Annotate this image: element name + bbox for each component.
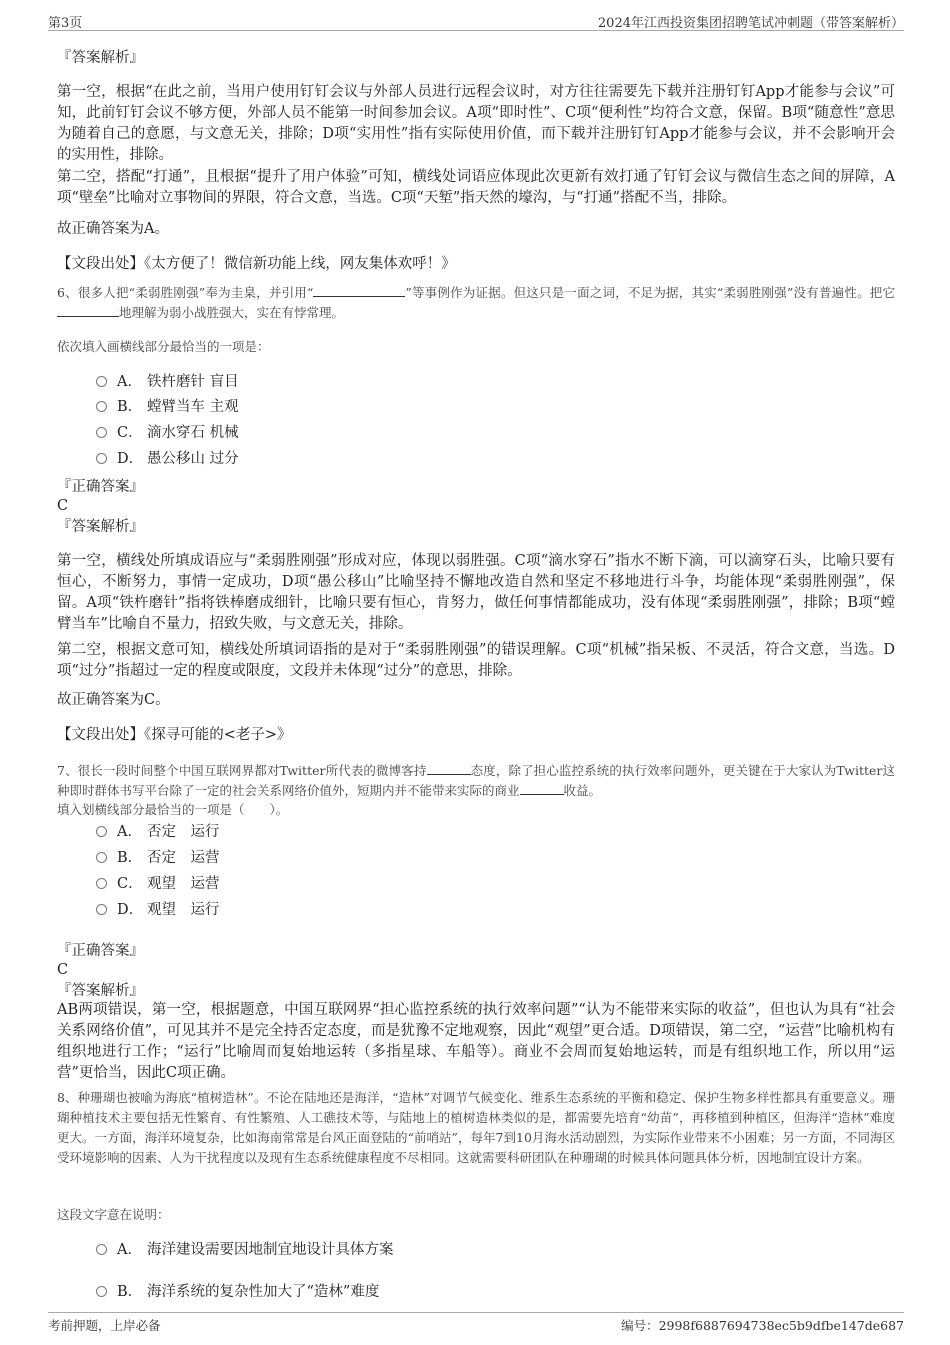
q5-analysis-p2: 第二空，搭配“打通”，且根据“提升了用户体验”可知，横线处词语应体现此次更新有效打通了钉钉会议与微信生态之间的屏障，A项“壁垒”比喻对立事物间的界限，符合文意，当选。C项“天堑”指天然的壕沟，与“打通”搭配不当，排除。 xyxy=(57,169,895,206)
radio-icon[interactable] xyxy=(96,852,107,863)
q6-blank-2 xyxy=(57,303,119,317)
radio-icon[interactable] xyxy=(96,904,107,915)
q7-blank-1 xyxy=(427,761,471,775)
q7-option-b[interactable]: B． 否定 运营 xyxy=(96,848,220,868)
q6-option-d[interactable]: D． 愚公移山 过分 xyxy=(96,449,239,469)
radio-icon[interactable] xyxy=(96,826,107,837)
radio-icon[interactable] xyxy=(96,427,107,438)
q8-option-b[interactable]: B． 海洋系统的复杂性加大了“造林”难度 xyxy=(96,1282,379,1302)
q7-option-a[interactable]: A． 否定 运行 xyxy=(96,822,220,842)
page-number: 第3页 xyxy=(48,16,83,31)
q6-blank-1 xyxy=(313,283,405,297)
q6-stem xyxy=(57,283,895,323)
q5-source: 【文段出处】《太方便了！微信新功能上线，网友集体欢呼！》 xyxy=(57,256,456,272)
radio-icon[interactable] xyxy=(96,376,107,387)
q6-stem-part-c: 性。把它 xyxy=(844,285,895,300)
q7-option-d[interactable]: D． 观望 运行 xyxy=(96,900,220,920)
q6-analysis-p1: 第一空，横线处所填成语应与“柔弱胜刚强”形成对应，体现以弱胜强。C项“滴水穿石”指水不断下滴，可以滴穿石头，比喻只要有恒心，不断努力，事情一定成功，D项“愚公移山”比喻坚持不懈地改造自然和坚定不移地进行斗争，均能体现“柔弱胜刚强”，保留。A项“铁杵磨针”指将铁棒磨成细针，比喻只要有恒心，肯努力，做任何事情都能成功，没有体现“柔弱胜刚强”，排除；B项“螳臂当车”比喻自不量力，招致失败，与文意无关，排除。 xyxy=(57,553,895,632)
q7-stem xyxy=(57,761,895,801)
q5-analysis-label: 『答案解析』 xyxy=(57,50,144,66)
q6-correct-label: 『正确答案』 xyxy=(57,479,144,495)
document-title: 2024年江西投资集团招聘笔试冲刺题（带答案解析） xyxy=(597,16,904,31)
q6-analysis-p2: 第二空，根据文意可知，横线处所填词语指的是对于“柔弱胜刚强”的错误理解。C项“机械”指呆板、不灵活，符合文意，当选。D项“过分”指超过一定的程度或限度，文段并未体现“过分”的意思，排除。 xyxy=(57,642,895,679)
footer-slogan: 考前押题，上岸必备 xyxy=(48,1318,161,1333)
q7-blank-2 xyxy=(520,781,564,795)
q7-stem-part-b: 态度，除了担心监控系统的执行效率问题外，更关键在于大家认为 xyxy=(470,763,837,778)
q6-source: 【文段出处】《探寻可能的<老子>》 xyxy=(57,727,292,743)
q7-stem-part-c: Twitter这种即时群体书写平台除了一定的社会关系网络价值外，短期内并不能带来实际的商业 xyxy=(57,763,895,798)
radio-icon[interactable] xyxy=(96,1244,107,1255)
q8-option-a[interactable]: A． 海洋建设需要因地制宜地设计具体方案 xyxy=(96,1240,394,1260)
radio-icon[interactable] xyxy=(96,878,107,889)
q7-option-c[interactable]: C． 观望 运营 xyxy=(96,874,220,894)
q6-prompt: 依次填入画横线部分最恰当的一项是： xyxy=(57,339,270,354)
page-footer xyxy=(48,1312,904,1337)
q6-stem-part-a: 6、很多人把“柔弱胜刚强”奉为圭臬，并引用“ xyxy=(57,285,314,300)
q7-analysis-p1: AB两项错误，第一空，根据题意，中国互联网界“担心监控系统的执行效率问题”“认为不能带来实际的收益”，但也认为具有“社会关系网络价值”，可见其并不是完全持否定态度，而是犹豫不定地观察，因此“观望”更合适。D项错误，第二空，“运营”比喻机构有组织地进行工作；“运行”比喻周而复始地运转（多指星球、车船等）。商业不会周而复始地运转，而是有组织地工作，所以用“运营”更恰当，因此C项正确。 xyxy=(57,1002,895,1081)
radio-icon[interactable] xyxy=(96,401,107,412)
q6-analysis-label: 『答案解析』 xyxy=(57,519,144,535)
q5-analysis-p1: 第一空，根据“在此之前，当用户使用钉钉会议与外部人员进行远程会议时，对方往往需要先下载并注册钉钉App才能参与会议”可知，此前钉钉会议不够方便，外部人员不能第一时间参加会议。A项“即时性”、C项“便利性”均符合文意，保留。B项“随意性”意思为随着自己的意愿，与文意无关，排除；D项“实用性”指有实际使用价值，而下载并注册钉钉App才能参与会议，并不会影响开会的实用性，排除。 xyxy=(57,84,895,163)
page-header xyxy=(48,8,904,31)
q6-stem-part-d: 地理解为弱小战胜强大，实在有悖常理。 xyxy=(119,305,345,320)
q6-answer: C xyxy=(57,498,69,514)
q6-stem-part-b: ”等事例作为证据。但这只是一面之词，不足为据，其实“柔弱胜刚强”没有普遍 xyxy=(405,285,845,300)
document-code: 编号：2998f6887694738ec5b9dfbe147de687 xyxy=(621,1318,904,1333)
q7-answer: C xyxy=(57,962,69,978)
q6-option-b[interactable]: B． 螳臂当车 主观 xyxy=(96,397,239,417)
q7-stem-part-a: 7、很长一段时间整个中国互联网界都对Twitter所代表的微博客持 xyxy=(57,763,427,778)
q8-prompt: 这段文字意在说明： xyxy=(57,1207,170,1222)
q6-conclusion: 故正确答案为C。 xyxy=(57,692,170,708)
radio-icon[interactable] xyxy=(96,453,107,464)
q7-stem-part-d: 收益。 xyxy=(563,783,602,798)
q6-option-a[interactable]: A． 铁杵磨针 盲目 xyxy=(96,372,239,392)
q8-stem: 8、种珊瑚也被喻为海底“植树造林”。不论在陆地还是海洋，“造林”对调节气候变化、维系生态系统的平衡和稳定、保护生物多样性都具有重要意义。珊瑚种植技术主要包括无性繁育、有性繁殖、人工礁技术等，与陆地上的植树造林类似的是，都需要先培育“幼苗”，再移植到种植区，但海洋“造林”难度更大。一方面，海洋环境复杂，比如海南常常是台风正面登陆的“前哨站”，每年7到10月海水活动剧烈，为实际作业带来不小困难；另一方面，不同海区受环境影响的因素、人为干扰程度以及现有生态系统健康程度不尽相同。这就需要科研团队在种珊瑚的时候具体问题具体分析，因地制宜设计方案。 xyxy=(57,1090,895,1165)
q7-analysis-label: 『答案解析』 xyxy=(57,983,144,999)
q7-correct-label: 『正确答案』 xyxy=(57,943,144,959)
q5-conclusion: 故正确答案为A。 xyxy=(57,221,169,237)
q7-prompt: 填入划横线部分最恰当的一项是（ ）。 xyxy=(57,802,289,817)
q6-option-c[interactable]: C． 滴水穿石 机械 xyxy=(96,423,239,443)
radio-icon[interactable] xyxy=(96,1286,107,1297)
